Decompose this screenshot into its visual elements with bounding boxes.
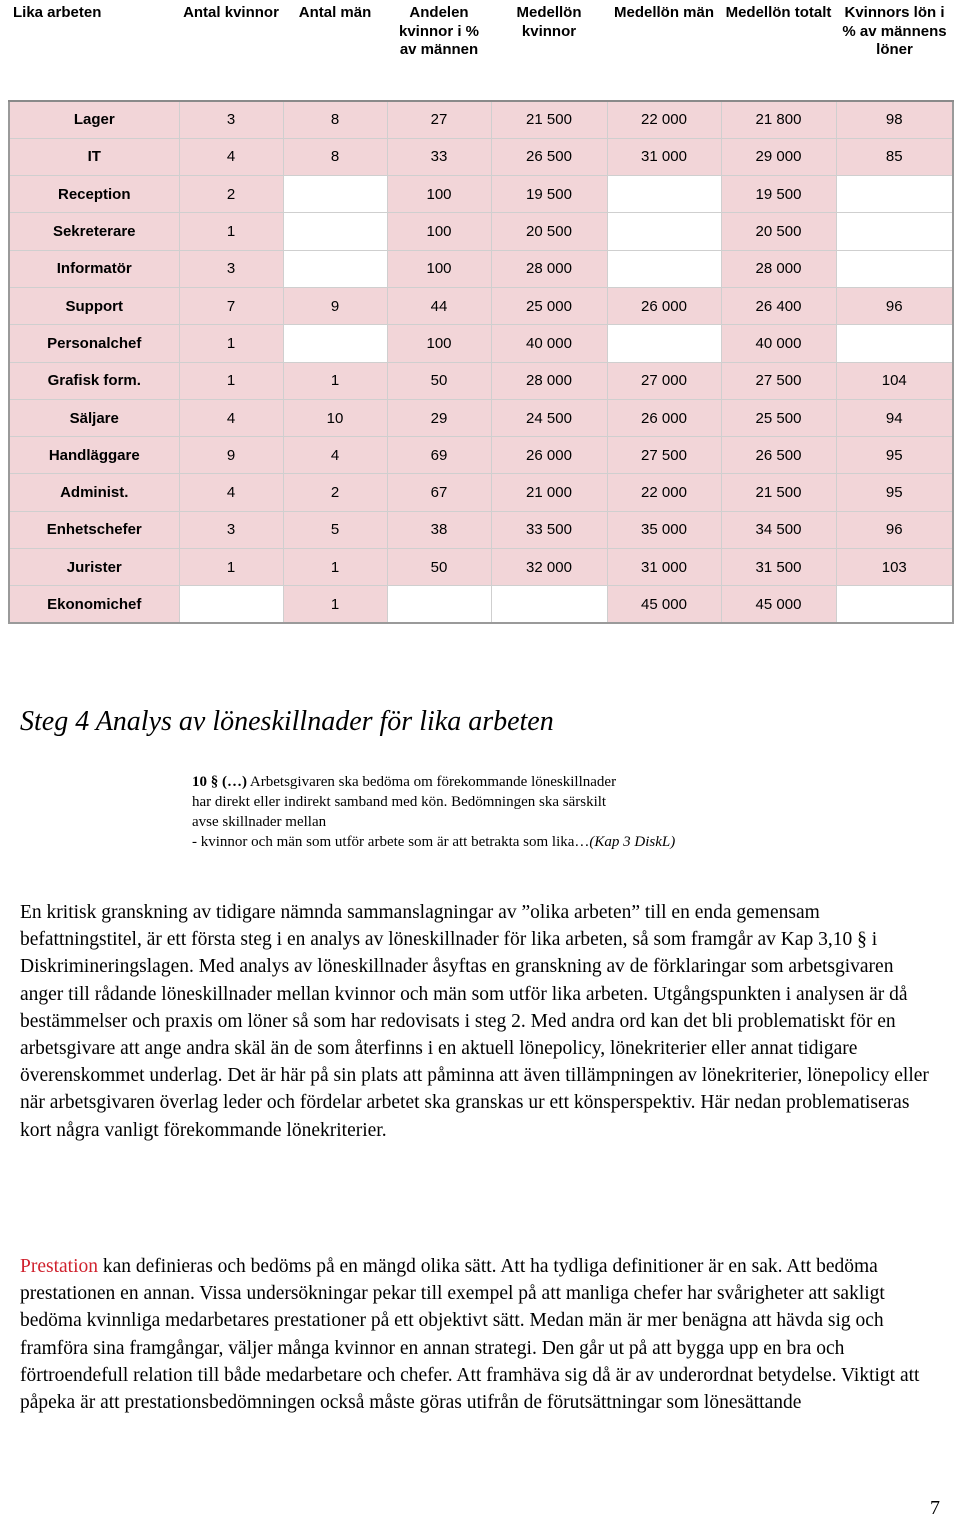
table-cell: 21 500 xyxy=(721,474,836,511)
table-row xyxy=(9,511,953,548)
table-cell xyxy=(283,213,387,250)
table-cell: 29 xyxy=(387,399,491,436)
table-row xyxy=(9,474,953,511)
table-cell: 4 xyxy=(179,138,283,175)
header-cell: Medellön totalt xyxy=(721,0,836,101)
table-cell: 2 xyxy=(283,474,387,511)
table-cell: 50 xyxy=(387,362,491,399)
table-cell: 27 500 xyxy=(721,362,836,399)
paragraph-text: kan definieras och bedöms på en mängd olika sätt. Att ha tydliga definitioner är en sak. Att bedöma prestationen en annan. Vissa undersökningar pekar till exempel på att manliga chefer har svårigheter att sakligt bedöma kvinnliga medarbetares prestationer på ett objektivt sätt. Medan män är mer benägna att hävda sig och framföra sina framgångar, väljer många kvinnor en annan strategi. Den går ut på att bygga upp en bra och förtroendefull relation till både medarbetare och chefer. Att framhäva sig då är av underordnat betydelse. Viktigt att påpeka är att prestationsbedömningen också måste göras utifrån de förutsättningar som lönesättande xyxy=(20,1256,920,1414)
table-cell: 4 xyxy=(179,399,283,436)
table-cell: 26 000 xyxy=(607,399,721,436)
row-label: Informatör xyxy=(9,250,179,287)
table-cell: 100 xyxy=(387,250,491,287)
table-cell: 2 xyxy=(179,176,283,213)
table-row xyxy=(9,250,953,287)
table-row xyxy=(9,362,953,399)
table-cell: 38 xyxy=(387,511,491,548)
table-cell xyxy=(607,213,721,250)
table-cell: 4 xyxy=(283,437,387,474)
row-label: Ekonomichef xyxy=(9,586,179,623)
table-cell: 9 xyxy=(283,287,387,324)
table-cell: 21 800 xyxy=(721,101,836,138)
salary-table xyxy=(8,0,954,624)
table-cell: 25 000 xyxy=(491,287,607,324)
table-cell: 33 500 xyxy=(491,511,607,548)
table-cell: 85 xyxy=(836,138,953,175)
table-cell: 95 xyxy=(836,437,953,474)
quote-line: avse skillnader mellan xyxy=(192,814,327,830)
table-cell: 7 xyxy=(179,287,283,324)
table-cell: 1 xyxy=(179,325,283,362)
row-label: Handläggare xyxy=(9,437,179,474)
table-cell: 26 400 xyxy=(721,287,836,324)
table-cell: 31 000 xyxy=(607,138,721,175)
table-cell: 50 xyxy=(387,549,491,586)
table-row xyxy=(9,437,953,474)
table-cell: 104 xyxy=(836,362,953,399)
table-cell: 22 000 xyxy=(607,474,721,511)
row-label: Administ. xyxy=(9,474,179,511)
table-cell: 32 000 xyxy=(491,549,607,586)
table-header-row xyxy=(9,0,953,101)
table-row xyxy=(9,213,953,250)
table-cell xyxy=(283,176,387,213)
table-cell: 35 000 xyxy=(607,511,721,548)
table-row xyxy=(9,138,953,175)
table-cell: 100 xyxy=(387,325,491,362)
table-cell: 3 xyxy=(179,511,283,548)
table-row xyxy=(9,176,953,213)
table-row xyxy=(9,287,953,324)
header-cell: Andelen kvinnor i % av männen xyxy=(387,0,491,101)
table-cell: 96 xyxy=(836,287,953,324)
table-cell: 5 xyxy=(283,511,387,548)
table-cell xyxy=(607,176,721,213)
quote-text: - kvinnor och män som utför arbete som är att betrakta som lika… xyxy=(192,834,590,850)
table-cell: 33 xyxy=(387,138,491,175)
table-cell xyxy=(179,586,283,623)
table-cell xyxy=(607,250,721,287)
table-cell: 67 xyxy=(387,474,491,511)
table-cell: 1 xyxy=(283,362,387,399)
row-label: Sekreterare xyxy=(9,213,179,250)
quote-text: Arbetsgivaren ska bedöma om förekommande löneskillnader xyxy=(247,774,617,790)
table-cell: 4 xyxy=(179,474,283,511)
table-cell xyxy=(607,325,721,362)
table-cell xyxy=(283,325,387,362)
row-label: Säljare xyxy=(9,399,179,436)
table-cell: 95 xyxy=(836,474,953,511)
table-cell: 98 xyxy=(836,101,953,138)
table-cell: 28 000 xyxy=(721,250,836,287)
header-cell: Lika arbeten xyxy=(9,0,179,101)
table-cell xyxy=(836,586,953,623)
table-cell xyxy=(836,325,953,362)
quote-line xyxy=(192,832,752,852)
quote-line: har direkt eller indirekt samband med kön. Bedömningen ska särskilt xyxy=(192,794,607,810)
header-cell: Kvinnors lön i % av männens löner xyxy=(836,0,953,101)
law-quote xyxy=(192,772,752,852)
table-cell: 8 xyxy=(283,101,387,138)
table-cell: 24 500 xyxy=(491,399,607,436)
body-paragraph xyxy=(20,1253,940,1416)
table-body xyxy=(9,101,953,623)
row-label: Grafisk form. xyxy=(9,362,179,399)
table-cell: 26 500 xyxy=(491,138,607,175)
table-cell: 103 xyxy=(836,549,953,586)
table-cell: 19 500 xyxy=(491,176,607,213)
table-cell xyxy=(387,586,491,623)
table-cell: 27 xyxy=(387,101,491,138)
table-cell: 10 xyxy=(283,399,387,436)
table-cell: 27 500 xyxy=(607,437,721,474)
table-cell: 25 500 xyxy=(721,399,836,436)
table-cell: 31 000 xyxy=(607,549,721,586)
body-paragraph: En kritisk granskning av tidigare nämnda sammanslagningar av ”olika arbeten” till en enda gemensam befattningstitel, är ett första steg i en analys av löneskillnader för lika arbeten, så som framgår av Kap 3,10 § i Diskrimineringslagen. Med analys av löneskillnader åsyftas en granskning av de förklaringar som arbetsgivaren anger till rådande löneskillnader mellan kvinnor och män som utför lika arbeten. Utgångspunkten i analysen är då bestämmelser och praxis om löner så som har redovisats i steg 2. Med andra ord kan det bli problematiskt för en arbetsgivare att ange andra skäl än de som återfinns i en aktuell lönepolicy, lönekriterier eller annat tidigare överenskommet underlag. Det är här på sin plats att påminna att även tillämpningen av lönekriterier, lönepolicy eller när arbetsgivaren överlag leder och fördelar arbetet ska granskas ur ett könsperspektiv. Här nedan problematiseras kort några vanligt förekommande lönekriterier. xyxy=(20,902,929,1141)
table-cell: 94 xyxy=(836,399,953,436)
table-cell: 19 500 xyxy=(721,176,836,213)
quote-source: (Kap 3 DiskL) xyxy=(589,834,676,850)
table-row xyxy=(9,549,953,586)
table-cell: 34 500 xyxy=(721,511,836,548)
table-cell: 1 xyxy=(179,549,283,586)
table-cell: 3 xyxy=(179,101,283,138)
row-label: Support xyxy=(9,287,179,324)
table-cell: 21 500 xyxy=(491,101,607,138)
table-cell xyxy=(491,586,607,623)
table-cell: 69 xyxy=(387,437,491,474)
table-cell: 26 000 xyxy=(491,437,607,474)
table-cell: 20 500 xyxy=(721,213,836,250)
table-cell: 29 000 xyxy=(721,138,836,175)
table-cell: 40 000 xyxy=(491,325,607,362)
table-row xyxy=(9,101,953,138)
table-row xyxy=(9,586,953,623)
row-label: Jurister xyxy=(9,549,179,586)
table-cell: 96 xyxy=(836,511,953,548)
header-cell: Antal män xyxy=(283,0,387,101)
table-cell: 3 xyxy=(179,250,283,287)
page-number: 7 xyxy=(930,1497,940,1519)
table-cell xyxy=(836,250,953,287)
table-cell: 28 000 xyxy=(491,250,607,287)
table-cell: 27 000 xyxy=(607,362,721,399)
row-label: Personalchef xyxy=(9,325,179,362)
row-label: Enhetschefer xyxy=(9,511,179,548)
table-row xyxy=(9,399,953,436)
table-cell: 21 000 xyxy=(491,474,607,511)
table-cell: 20 500 xyxy=(491,213,607,250)
table-cell: 100 xyxy=(387,176,491,213)
header-cell: Medellön män xyxy=(607,0,721,101)
table-cell: 1 xyxy=(283,586,387,623)
quote-line xyxy=(192,772,752,792)
table-cell: 44 xyxy=(387,287,491,324)
table-cell xyxy=(283,250,387,287)
table-cell: 8 xyxy=(283,138,387,175)
header-cell: Antal kvinnor xyxy=(179,0,283,101)
table-cell: 31 500 xyxy=(721,549,836,586)
section-heading: Steg 4 Analys av löneskillnader för lika arbeten xyxy=(20,706,554,737)
table-cell: 26 000 xyxy=(607,287,721,324)
table-cell: 45 000 xyxy=(721,586,836,623)
table-cell: 9 xyxy=(179,437,283,474)
table-row xyxy=(9,325,953,362)
highlighted-term: Prestation xyxy=(20,1256,98,1277)
row-label: IT xyxy=(9,138,179,175)
table-cell: 22 000 xyxy=(607,101,721,138)
table-cell: 1 xyxy=(179,213,283,250)
table-cell: 28 000 xyxy=(491,362,607,399)
table-cell: 26 500 xyxy=(721,437,836,474)
table-cell: 45 000 xyxy=(607,586,721,623)
table-cell: 100 xyxy=(387,213,491,250)
table-cell xyxy=(836,176,953,213)
row-label: Reception xyxy=(9,176,179,213)
table-cell: 1 xyxy=(179,362,283,399)
table-cell: 40 000 xyxy=(721,325,836,362)
quote-lead: 10 § (…) xyxy=(192,774,247,790)
header-cell: Medellön kvinnor xyxy=(491,0,607,101)
row-label: Lager xyxy=(9,101,179,138)
table-cell: 1 xyxy=(283,549,387,586)
table-cell xyxy=(836,213,953,250)
